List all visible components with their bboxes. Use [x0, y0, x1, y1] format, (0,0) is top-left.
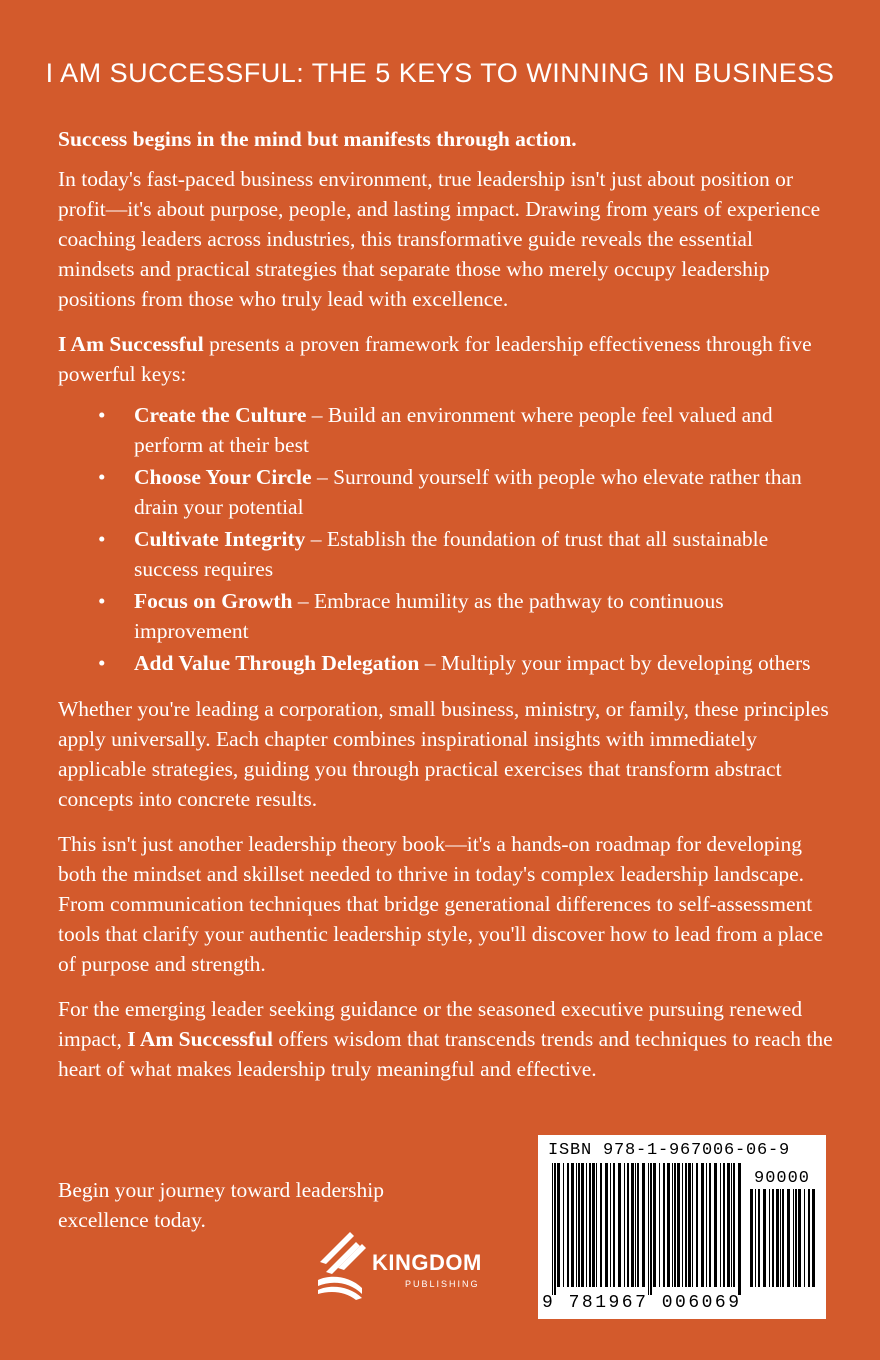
key-desc: – Establish the foundation of trust that all sustainable success requires — [134, 527, 769, 581]
tagline: Success begins in the mind but manifests through action. — [58, 127, 577, 151]
closing-line: Begin your journey toward leadership excellence today. — [58, 1178, 384, 1232]
barcode-addon-bars-icon — [750, 1189, 818, 1295]
emerging-leader-paragraph — [58, 994, 833, 1084]
keys-list — [58, 400, 833, 678]
key-title: Cultivate Integrity — [134, 527, 306, 551]
book-name: I Am Successful — [127, 1027, 273, 1051]
emerging-text-after: offers wisdom that transcends trends and techniques to reach the heart of what makes leadership truly meaningful and effective. — [58, 1027, 833, 1081]
key-title: Choose Your Circle — [134, 465, 312, 489]
key-title: Add Value Through Delegation — [134, 651, 420, 675]
isbn-barcode — [538, 1135, 826, 1319]
barcode-bars-icon — [552, 1163, 742, 1295]
barcode-ean-digits: 9 781967 006069 — [542, 1293, 742, 1313]
key-item — [58, 400, 833, 460]
key-title: Create the Culture — [134, 403, 307, 427]
key-desc: – Embrace humility as the pathway to continuous improvement — [134, 589, 724, 643]
key-desc: – Surround yourself with people who elevate rather than drain your potential — [134, 465, 802, 519]
key-item — [58, 648, 833, 678]
barcode-addon-digits: 90000 — [754, 1169, 811, 1188]
key-item — [58, 462, 833, 522]
emerging-text-before: For the emerging leader seeking guidance or the seasoned executive pursuing renewed impact, — [58, 997, 803, 1051]
publisher-subtitle: PUBLISHING — [405, 1279, 480, 1289]
intro-paragraph: In today's fast-paced business environment, true leadership isn't just about position or profit—it's about purpose, people, and lasting impact. Drawing from years of experience coaching leaders across industries, this transformative guide reveals the essential mindsets and practical strategies that separate those who merely occupy leadership positions from those who truly lead with excellence. — [58, 167, 821, 311]
roadmap-paragraph: This isn't just another leadership theory book—it's a hands-on roadmap for developing both the mindset and skillset needed to thrive in today's complex leadership landscape. From communication techniques that bridge generational differences to self-assessment tools that clarify your authentic leadership style, you'll discover how to lead from a place of purpose and strength. — [58, 832, 824, 976]
blurb — [58, 124, 833, 1099]
publisher-name: KINGDOM — [372, 1250, 482, 1275]
framework-text: presents a proven framework for leadership effectiveness through five powerful keys: — [58, 332, 812, 386]
isbn-label: ISBN 978-1-967006-06-9 — [548, 1141, 791, 1160]
book-name: I Am Successful — [58, 332, 204, 356]
key-title: Focus on Growth — [134, 589, 293, 613]
key-desc: – Multiply your impact by developing others — [419, 651, 811, 675]
key-item — [58, 524, 833, 584]
universal-paragraph: Whether you're leading a corporation, small business, ministry, or family, these principles apply universally. Each chapter combines inspirational insights with immediately applicable strategies, guiding you through practical exercises that transform abstract concepts into concrete results. — [58, 697, 829, 811]
framework-paragraph — [58, 329, 833, 389]
back-cover-title: I AM SUCCESSFUL: THE 5 KEYS TO WINNING IN BUSINESS — [45, 58, 835, 88]
key-desc: – Build an environment where people feel valued and perform at their best — [134, 403, 773, 457]
key-item — [58, 586, 833, 646]
